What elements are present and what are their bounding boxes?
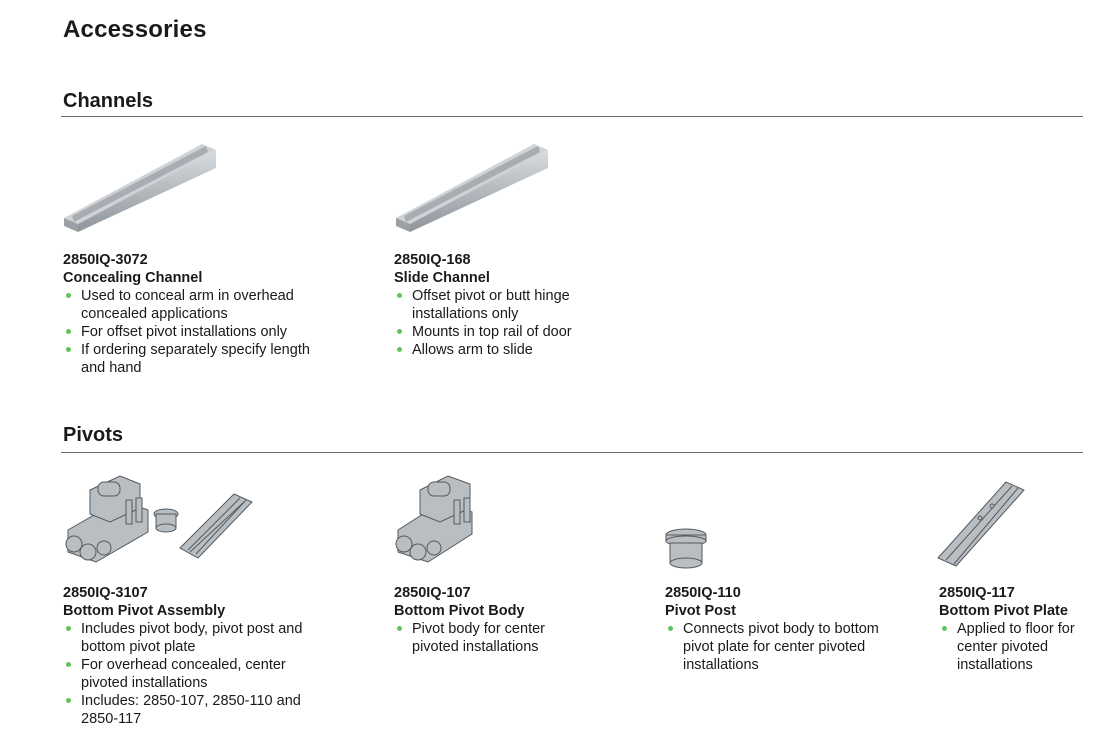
product-code: 2850IQ-107 <box>394 585 471 601</box>
bullet-item: Used to conceal arm in overhead concealed applications <box>63 287 331 323</box>
pivot-plate-icon <box>936 478 1028 568</box>
bullet-item: Offset pivot or butt hinge installations only <box>394 287 612 323</box>
bullet-item: Mounts in top rail of door <box>394 323 694 341</box>
product-card-2850iq-110 <box>665 584 895 674</box>
product-name: Slide Channel <box>394 270 490 286</box>
section-divider-channels <box>61 116 1083 117</box>
section-title-pivots: Pivots <box>63 424 124 446</box>
pivot-assembly-icon <box>60 470 260 570</box>
bullet-item: Connects pivot body to bottom pivot plate for center pivoted installations <box>665 620 893 674</box>
product-card-2850iq-3107 <box>63 584 363 728</box>
bullet-item: Includes pivot body, pivot post and bottom pivot plate <box>63 620 321 656</box>
product-bullets <box>63 620 363 728</box>
product-code: 2850IQ-3072 <box>63 252 148 268</box>
pivot-post-icon <box>662 525 712 571</box>
product-code: 2850IQ-110 <box>665 585 741 601</box>
product-bullets <box>394 620 594 656</box>
channel-icon <box>394 140 552 236</box>
product-name: Bottom Pivot Assembly <box>63 603 226 619</box>
product-card-2850iq-168 <box>394 251 694 359</box>
product-name: Bottom Pivot Plate <box>939 603 1068 619</box>
product-name: Concealing Channel <box>63 270 203 286</box>
bullet-item: For offset pivot installations only <box>63 323 363 341</box>
bullet-item: Includes: 2850-107, 2850-110 and 2850-117 <box>63 692 301 728</box>
product-bullets <box>939 620 1099 674</box>
product-card-2850iq-117 <box>939 584 1099 674</box>
product-code: 2850IQ-117 <box>939 585 1015 601</box>
product-code: 2850IQ-168 <box>394 252 471 268</box>
bullet-item: If ordering separately specify length and hand <box>63 341 316 377</box>
channel-icon <box>62 140 220 236</box>
product-name: Bottom Pivot Body <box>394 603 525 619</box>
bullet-item: Pivot body for center pivoted installations <box>394 620 577 656</box>
product-name: Pivot Post <box>665 603 736 619</box>
product-card-2850iq-107 <box>394 584 594 656</box>
pivot-body-icon <box>392 470 492 570</box>
page-title: Accessories <box>63 16 207 43</box>
product-code: 2850IQ-3107 <box>63 585 148 601</box>
product-bullets <box>63 287 363 377</box>
bullet-item: Applied to floor for center pivoted installations <box>939 620 1107 674</box>
product-bullets <box>394 287 694 359</box>
product-bullets <box>665 620 895 674</box>
bullet-item: Allows arm to slide <box>394 341 694 359</box>
section-title-channels: Channels <box>63 90 154 112</box>
product-card-2850iq-3072 <box>63 251 363 377</box>
bullet-item: For overhead concealed, center pivoted installations <box>63 656 301 692</box>
section-divider-pivots <box>61 452 1083 453</box>
